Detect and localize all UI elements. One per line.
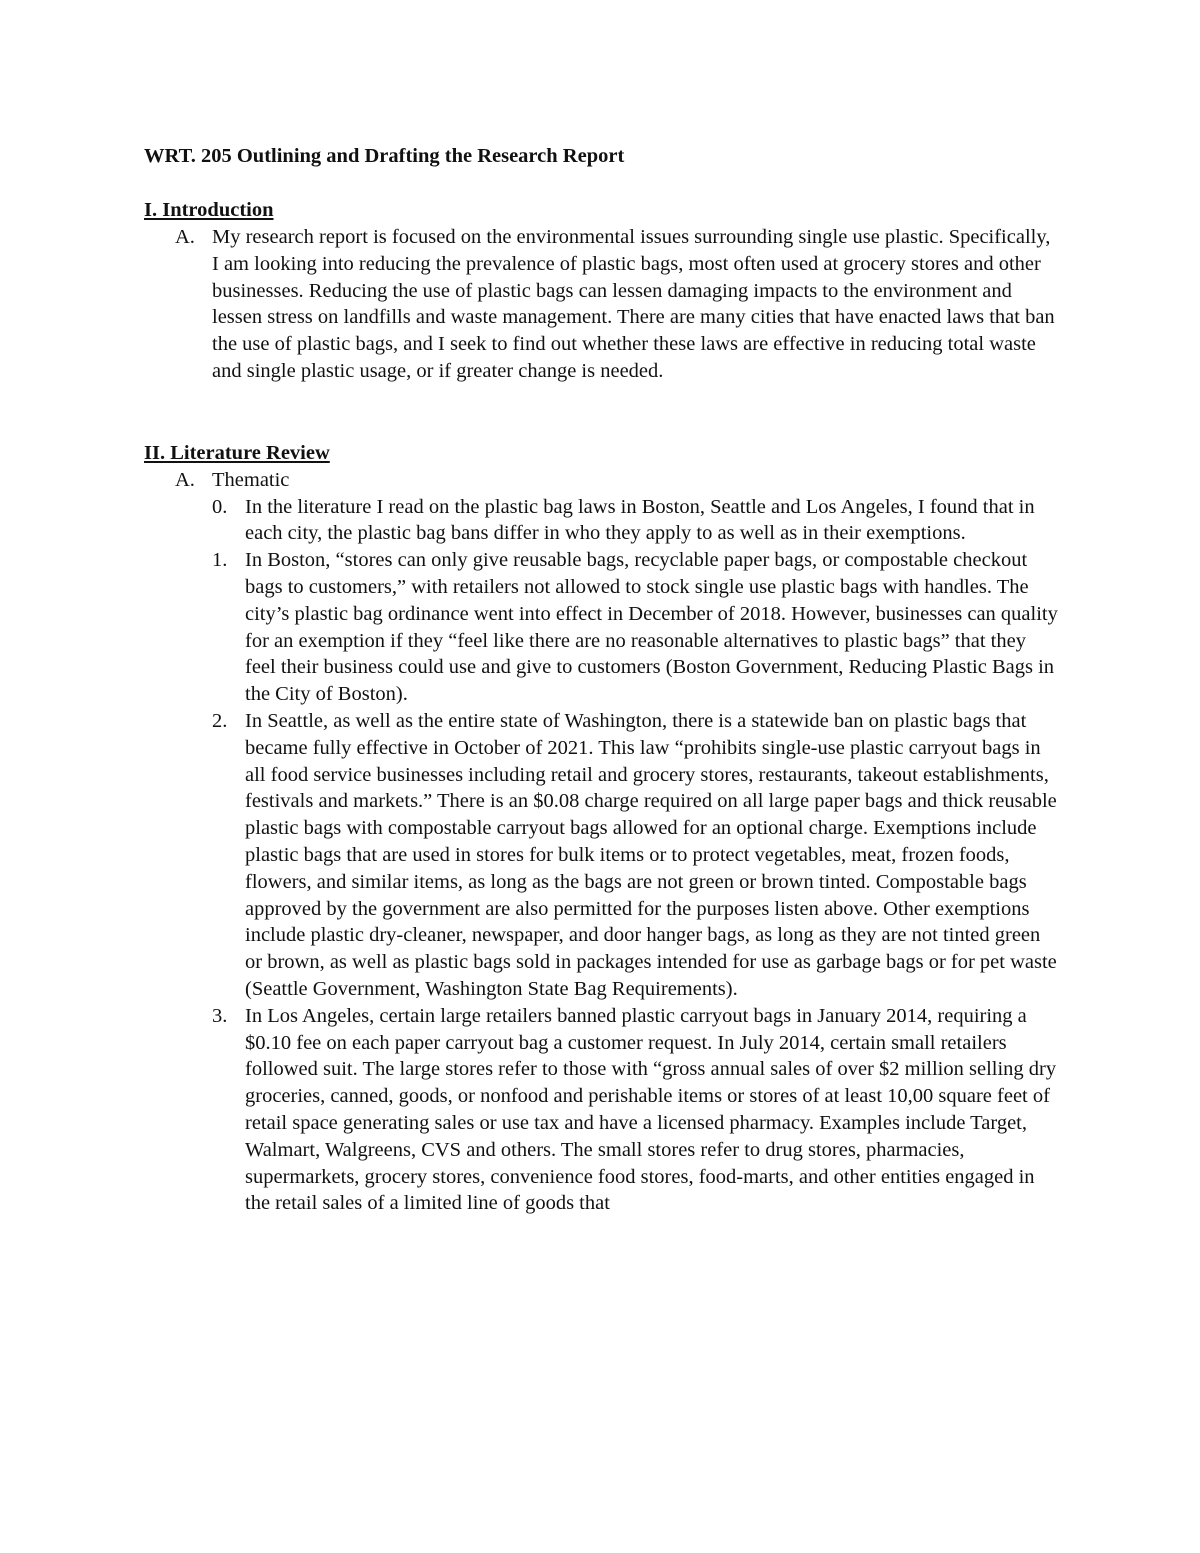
list-item [144,547,1060,708]
list-item-text: In Seattle, as well as the entire state of Washington, there is a statewide ban on plastic bags that became fully effective in October of 2021. This law “prohibits single-use plastic carryout bags in all food service businesses including retail and grocery stores, restaurants, takeout establishments, festivals and markets.” There is an $0.08 charge required on all large paper bags and thick reusable plastic bags with compostable carryout bags allowed for an optional charge. Exemptions include plastic bags that are used in stores for bulk items or to protect vegetables, meat, frozen foods, flowers, and similar items, as long as the bags are not green or brown tinted. Compostable bags approved by the government are also permitted for the purposes listen above. Other exemptions include plastic dry-cleaner, newspaper, and door hanger bags, as long as they are not tinted green or brown, as well as plastic bags sold in packages intended for use as garbage bags or for pet waste (Seattle Government, Washington State Bag Requirements). [245,709,1057,1000]
thematic-label: Thematic [212,468,290,491]
list-marker: 3. [212,1004,228,1027]
introduction-item-text: My research report is focused on the environmental issues surrounding single use plastic. Specifically, I am looking into reducing the prevalence of plastic bags, most often used at grocery stores and other businesses. Reducing the use of plastic bags can lessen damaging impacts to the environment and lessen stress on landfills and waste management. There are many cities that have enacted laws that ban the use of plastic bags, and I seek to find out whether these laws are effective in reducing total waste and single plastic usage, or if greater change is needed. [212,226,1055,382]
list-item-text: In Boston, “stores can only give reusable bags, recyclable paper bags, or compostable checkout bags to customers,” with retailers not allowed to stock single use plastic bags with handles. The city’s plastic bag ordinance went into effect in December of 2018. However, businesses can quality for an exemption if they “feel like there are no reasonable alternatives to plastic bags” that they feel their business could use and give to customers (Boston Government, Reducing Plastic Bags in the City of Boston). [245,549,1058,706]
literature-review-section [144,439,1060,1217]
list-item [144,1003,1060,1217]
introduction-list [144,224,1060,385]
list-marker: 1. [212,549,228,572]
list-marker: A. [175,226,195,248]
literature-review-heading: II. Literature Review [144,441,330,464]
list-marker: 0. [212,495,228,518]
list-item [144,494,1060,548]
literature-review-list [144,467,1060,1217]
list-marker: 2. [212,709,228,732]
document-title: WRT. 205 Outlining and Drafting the Research Report [144,145,625,167]
introduction-section [144,196,1060,385]
thematic-subsection [144,467,1060,494]
introduction-item-a [144,224,1060,385]
list-item [144,708,1060,1003]
introduction-heading: I. Introduction [144,199,274,221]
list-marker: A. [175,468,195,491]
list-item-text: In Los Angeles, certain large retailers banned plastic carryout bags in January 2014, requiring a $0.10 fee on each paper carryout bag a customer request. In July 2014, certain small retailers followed suit. The large stores refer to those with “gross annual sales of over $2 million selling dry groceries, canned, goods, or nonfood and perishable items or stores of at least 10,00 square feet of retail space generating sales or use tax and have a licensed pharmacy. Examples include Target, Walmart, Walgreens, CVS and others. The small stores refer to drug stores, pharmacies, supermarkets, grocery stores, convenience food stores, food-marts, and other entities engaged in the retail sales of a limited line of goods that [245,1004,1057,1215]
list-item-text: In the literature I read on the plastic bag laws in Boston, Seattle and Los Angeles, I found that in each city, the plastic bag bans differ in who they apply to as well as in their exemptions. [245,495,1035,545]
